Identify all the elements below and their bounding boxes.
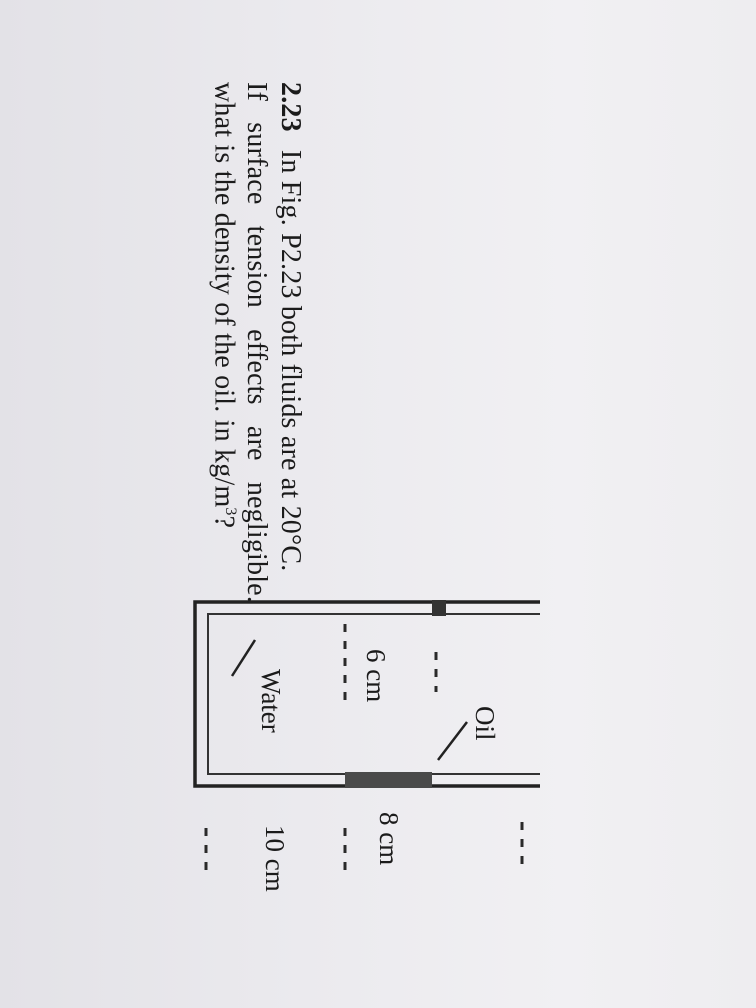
- problem-line-2: If surface tension effects are negligible.: [241, 82, 272, 604]
- question-mark: ?: [208, 515, 240, 529]
- oil-label: Oil: [470, 706, 500, 741]
- dim-6cm-label: 6 cm: [361, 649, 391, 703]
- water-leader-line: [232, 640, 255, 676]
- dim-8cm-label: 8 cm: [374, 812, 404, 866]
- oil-leader-line: [438, 722, 467, 760]
- problem-sentence-1: In Fig. P2.23 both fluids are at 20°C.: [275, 149, 306, 572]
- unit-exponent: 3: [222, 507, 239, 516]
- problem-number: 2.23: [275, 82, 306, 132]
- oil-water-interface: [345, 772, 432, 788]
- dim-10cm-label: 10 cm: [260, 825, 290, 892]
- problem-question: what is the density of the oil. in kg/m: [208, 82, 240, 508]
- water-label: Water: [256, 669, 286, 733]
- oil-left-surface: [432, 600, 446, 616]
